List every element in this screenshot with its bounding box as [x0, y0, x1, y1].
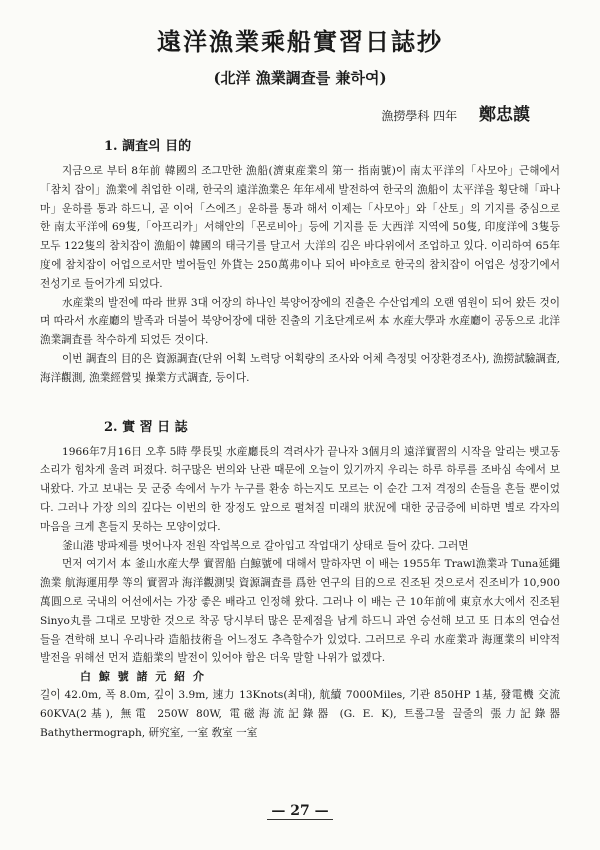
article-title: 遠洋漁業乘船實習日誌抄: [157, 27, 443, 56]
body-paragraph: 水産業의 발전에 따라 世界 3대 어장의 하나인 북양어장에의 진출은 수산업계의 오랜 염원이 되어 왔든 것이며 따라서 水産廳의 발족과 더불어 북양어장에 대한 진출의 기초단계로써 本 水産大學과 水産廳이 공동으로 北洋 漁業調査를 착수하게 되었든 것이다.: [40, 296, 560, 347]
ship-specs-text: 길이 42.0m, 폭 8.0m, 깊이 3.9m, 速力 13Knots(최대), 航續 7000Miles, 기관 850HP 1基, 發電機 交流 60KVA(2基), 無電 250W 80W, 電磁海流記錄器 (G. E. K), 트롤그물 끌줄의 張力記錄器 Bathythermograph, 研究室, 一室 敎室 一室: [40, 689, 560, 739]
article-subtitle: (北洋 漁業調査를 兼하여): [213, 69, 387, 87]
body-paragraph: 이번 調査의 目的은 資源調査(단위 어획 노력당 어획량의 조사와 어체 측정및 어장환경조사), 漁撈試驗調査, 海洋觀測, 漁業經營및 操業方式調査, 등이다.: [40, 352, 560, 384]
body-paragraph: 釜山港 방파제를 벗어나자 전원 작업복으로 갈아입고 작업대기 상태로 들어 갔다. 그러면: [62, 539, 469, 552]
body-paragraph: 먼저 여기서 本 釜山水産大學 實習船 白鯨號에 대해서 말하자면 이 배는 1955年 Trawl漁業과 Tuna延繩漁業 航海運用學 等의 實習과 海洋觀測및 資源調査를 爲한 연구의 目的으로 진조된 것으로서 진조비가 10,900萬圓으로 국내의 어선에서는 가장 좋은 배라고 인정해 왔다. 그러나 이 배는 근 10年前에 東京水大에서 진조된 Sinyo丸를 그대로 모방한 것으로 착공 당시부터 많은 문제점을 남게 하드니 과연 승선해 보고 또 日本의 연습선들을 견학해 보니 우리나라 造船技術을 어느정도 추측할수가 있었다. 그러므로 우리 水産業과 海運業의 비약적 발전을 위해선 먼저 造船業의 발전이 있어야 함은 더욱 말할 나위가 없겠다.: [40, 558, 560, 665]
section-heading-purpose: 1. 調査의 目的: [104, 139, 192, 154]
page-number: [0, 803, 600, 819]
body-paragraph: 1966年7月16日 오후 5時 學長및 水産廳長의 격려사가 끝나자 3個月의 遠洋實習의 시작을 알리는 뱃고동소리가 힘차게 울려 퍼졌다. 허구많은 번의와 난관 때문에 오늘이 있기까지 우리는 하루 하루를 조바심 속에서 보내왔다. 가고 보내는 뭇 군중 속에서 누가 누구를 환송 하는지도 모르는 이 순간 그저 격정의 손들을 흔들 뿐이었다. 그러나 가장 의의 깊다는 이번의 한 장정도 앞으로 펼쳐질 미래의 狀況에 대한 궁금증에 비하면 별로 각자의 마음을 크게 흔들지 못하는 모양이었다.: [40, 445, 560, 533]
page-number-text: — 27 —: [267, 803, 332, 820]
section-heading-diary: 2. 實 習 日 誌: [104, 419, 188, 435]
ship-specs-heading: 白 鯨 號 諸 元 紹 介: [80, 670, 206, 684]
author-line: [40, 100, 560, 125]
author-department: 漁撈學科 四年: [381, 109, 458, 123]
author-name: 鄭忠謨: [479, 105, 530, 125]
body-paragraph: 지금으로 부터 8年前 韓國의 조그만한 漁船(濟東産業의 第一 指南號)이 南太平洋의「사모아」근해에서「참치 잡이」漁業에 취업한 이래, 한국의 遠洋漁業은 年年세세 발전하여 한국의 漁船이 太平洋을 횡단해「파나마」운하를 통과 하드니, 곧 이어「스에즈」운하를 통과 해서 이제는「사모아」와「산토」의 기지를 중심으로 한 南太平洋에 69隻,「아프리카」서해안의「몬로비아」등에 기지를 둔 大西洋 지역에 50隻, 印度洋에 3隻등 모두 122隻의 참치잡이 漁船이 韓國의 태극기를 달고서 大洋의 김은 바다위에서 조업하고 있다. 이리하여 65年度에 참치잡이 어업으로서만 벌어들인 外貨는 250萬弗이나 되어 바야흐로 한국의 참치잡이 어업은 성장기에서 전성기로 들어가게 되었다.: [40, 165, 560, 290]
